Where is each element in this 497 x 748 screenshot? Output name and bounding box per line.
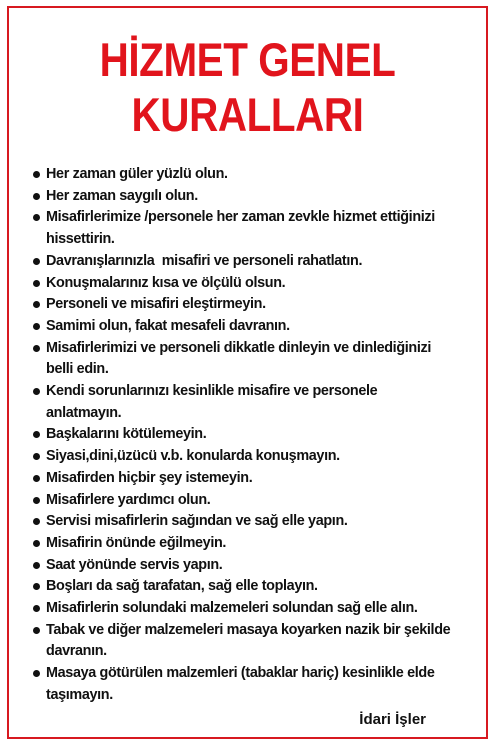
bullet-icon [33,497,40,504]
rule-text: Konuşmalarınız kısa ve ölçülü olsun. [46,274,286,291]
rule-item [33,663,483,706]
rules-list [33,164,483,707]
rule-item [33,620,483,663]
bullet-icon [33,280,40,287]
rule-text: Tabak ve diğer malzemeleri masaya koyarken nazik bir şekilde davranın. [46,621,451,660]
bullet-icon [33,345,40,352]
rule-text: Samimi olun, fakat mesafeli davranın. [46,317,290,334]
rule-item [33,598,483,620]
bullet-icon [33,670,40,677]
rule-item [33,468,483,490]
rule-text: Misafirlerin solundaki malzemeleri solundan sağ elle alın. [46,600,418,617]
bullet-icon [33,562,40,569]
rules-sign [7,6,488,739]
rule-text: Misafirin önünde eğilmeyin. [46,534,227,551]
bullet-icon [33,475,40,482]
rule-text: Misafirlere yardımcı olun. [46,491,211,508]
rule-item [33,294,483,316]
rule-item [33,273,483,295]
rule-item [33,207,483,250]
rule-text: Başkalarını kötülemeyin. [46,426,207,443]
rule-text: Misafirden hiçbir şey istemeyin. [46,469,253,486]
rule-text: Kendi sorunlarınızı kesinlikle misafire ve personele anlatmayın. [46,383,378,421]
rule-text: Siyasi,dini,üzücü v.b. konularda konuşmayın. [46,448,340,465]
rule-text: Boşları da sağ tarafatan, sağ elle toplayın. [46,578,318,595]
rule-item [33,555,483,577]
rule-text: Her zaman güler yüzlü olun. [46,166,228,182]
rule-item [33,186,483,208]
rule-item [33,446,483,468]
rule-text: Misafirlerimizi ve personeli dikkatle dinleyin ve dinlediğinizi belli edin. [46,339,432,378]
bullet-icon [33,431,40,438]
rule-item [33,490,483,512]
rule-item [33,338,483,381]
bullet-icon [33,323,40,330]
bullet-icon [33,388,40,395]
rule-item [33,381,483,424]
rule-item [33,164,483,186]
bullet-icon [33,627,40,634]
bullet-icon [33,301,40,308]
bullet-icon [33,453,40,460]
bullet-icon [33,171,40,178]
bullet-icon [33,605,40,612]
bullet-icon [33,214,40,221]
title-line-1: HİZMET GENEL [99,33,396,86]
rule-text: Misafirlerimize /personele her zaman zevkle hizmet ettiğinizi hissettirin. [46,209,435,248]
rule-text: Masaya götürülen malzemleri (tabaklar hariç) kesinlikle elde taşımayın. [46,665,435,703]
rule-text: Davranışlarınızla misafiri ve personeli rahatlatın. [46,252,363,269]
bullet-icon [33,540,40,547]
rule-text: Servisi misafirlerin sağından ve sağ elle yapın. [46,513,348,530]
bullet-icon [33,583,40,590]
rule-text: Her zaman saygılı olun. [46,187,198,204]
signature-department: İdari İşler [359,711,426,728]
bullet-icon [33,258,40,265]
rule-item [33,251,483,273]
rule-item [33,511,483,533]
rule-text: Saat yönünde servis yapın. [46,556,223,573]
sign-title [42,32,452,142]
title-line-2: KURALLARI [131,88,364,141]
rule-item [33,533,483,555]
rule-item [33,316,483,338]
bullet-icon [33,193,40,200]
rule-item [33,424,483,446]
rule-item [33,576,483,598]
rule-text: Personeli ve misafiri eleştirmeyin. [46,296,266,313]
bullet-icon [33,518,40,525]
